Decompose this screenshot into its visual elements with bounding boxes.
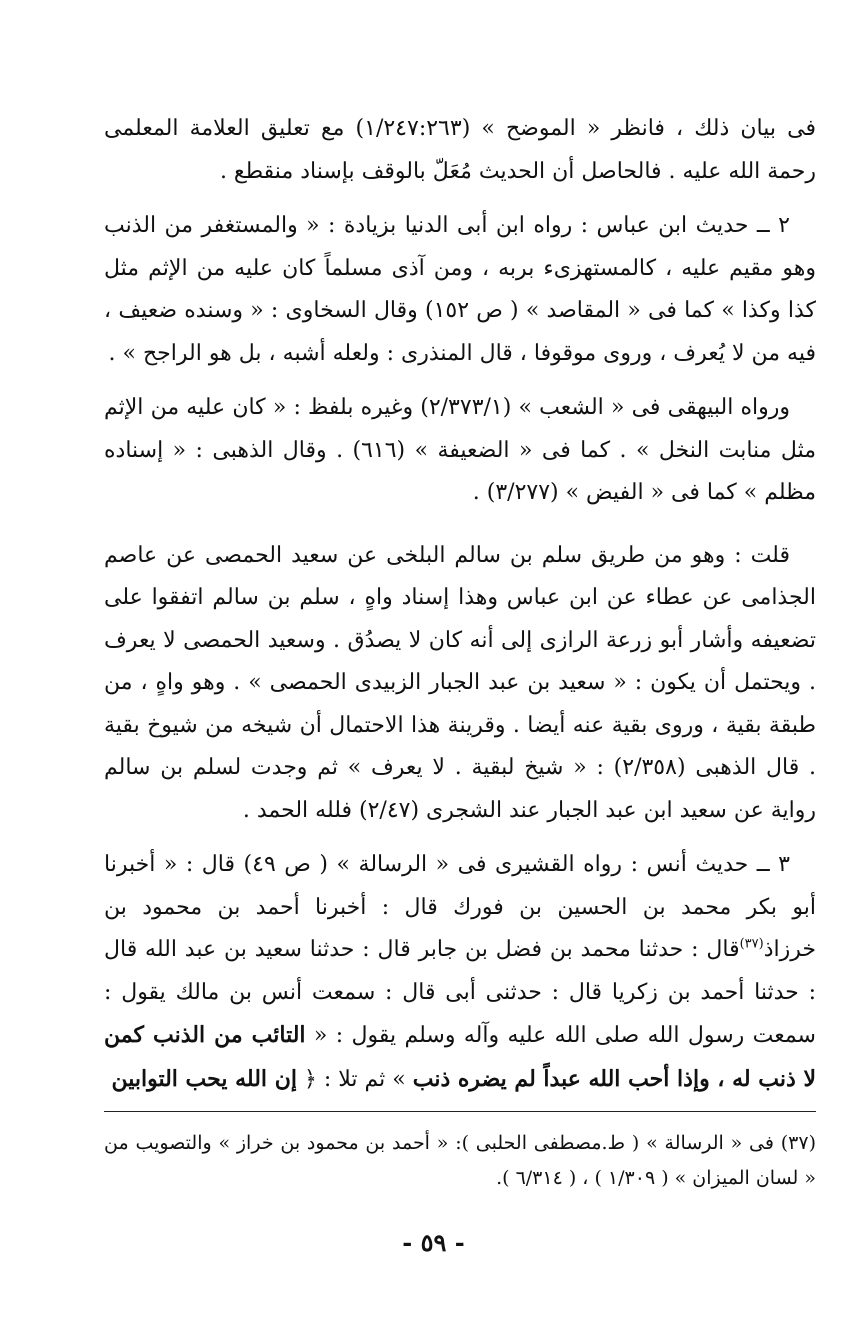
footnote-reference-37[interactable]: (٣٧)	[739, 936, 764, 952]
paragraph-3-bayhaqi: ورواه البيهقى فى « الشعب » (٢/٣٧٣/١) وغيره بلفظ : « كان عليه من الإثم مثل منابت النخل » . كما فى « الضعيفة » (٦١٦) . وقال الذهبى : « إسناده مظلم » كما فى « الفيض » (٣/٢٧٧) .	[104, 395, 816, 505]
paragraph-5-text-c: » ثم تلا : ﴿	[296, 1066, 413, 1092]
hadith-text-bold: التائب من الذنب كمن لا ذنب له ، وإذا أحب الله عبداً لم يضره ذنب	[104, 1022, 816, 1092]
footnote-37: (٣٧) فى « الرسالة » ( ط.مصطفى الحلبى ): « أحمد بن محمود بن خراز » والتصويب من « لسان الميزان » ( ١/٣٠٩ ) ، ( ٦/٣١٤ ).	[104, 1132, 816, 1189]
page-number: - ٥٩ -	[402, 1228, 465, 1257]
paragraph-5-hadith-anas	[104, 844, 816, 1101]
paragraph-1: فى بيان ذلك ، فانظر « الموضح » (١/٢٤٧:٢٦٣) مع تعليق العلامة المعلمى رحمة الله عليه . فالحاصل أن الحديث مُعَلّ بالوقف بإسناد منقطع .	[104, 116, 816, 184]
footnotes-section	[104, 1126, 816, 1196]
paragraph-4-qultu: قلت : وهو من طريق سلم بن سالم البلخى عن سعيد الحمصى عن عاصم الجذامى عن عطاء عن ابن عباس وهذا إسناد واهٍ ، سلم بن سالم اتفقوا على تضعيفه وأشار أبو زرعة الرازى إلى أنه كان لا يصدُق . وسعيد الحمصى لا يعرف . ويحتمل أن يكون : « سعيد بن عبد الجبار الزبيدى الحمصى » . وهو واهٍ ، من طبقة بقية ، وروى بقية عنه أيضا . وقرينة هذا الاحتمال أن شيخه من شيوخ بقية . قال الذهبى (٢/٣٥٨) : « شيخ لبقية . لا يعرف » ثم وجدت لسلم بن سالم رواية عن سعيد ابن عبد الجبار عند الشجرى (٢/٤٧) فلله الحمد .	[104, 542, 817, 823]
quran-verse-bold: إن الله يحب التوابين	[111, 1065, 297, 1092]
main-text	[104, 108, 816, 1101]
paragraph-2-hadith-ibn-abbas: ٢ ــ حديث ابن عباس : رواه ابن أبى الدنيا بزيادة : « والمستغفر من الذنب وهو مقيم عليه ، كالمستهزىء بربه ، ومن آذى مسلماً كان عليه من الإثم مثل كذا وكذا » كما فى « المقاصد » ( ص ١٥٢) وقال السخاوى : « وسنده ضعيف ، فيه من لا يُعرف ، وروى موقوفا ، قال المنذرى : ولعله أشبه ، بل هو الراجح » .	[104, 213, 816, 366]
footnote-separator	[104, 1111, 816, 1112]
paragraph-5-text-b: قال : حدثنا محمد بن فضل بن جابر قال : حدثنا سعيد بن عبد الله قال : حدثنا أحمد بن زكريا قال : حدثنى أبى قال : سمعت أنس بن مالك يقول : سمعت رسول الله صلى الله عليه وآله وسلم يقول : «	[104, 937, 816, 1048]
paragraph-5-text-a: ٣ ــ حديث أنس : رواه القشيرى فى « الرسالة » ( ص ٤٩) قال : « أخبرنا أبو بكر محمد بن الحسين بن فورك قال : أخبرنا أحمد بن محمود بن خرزاذ	[104, 852, 816, 962]
